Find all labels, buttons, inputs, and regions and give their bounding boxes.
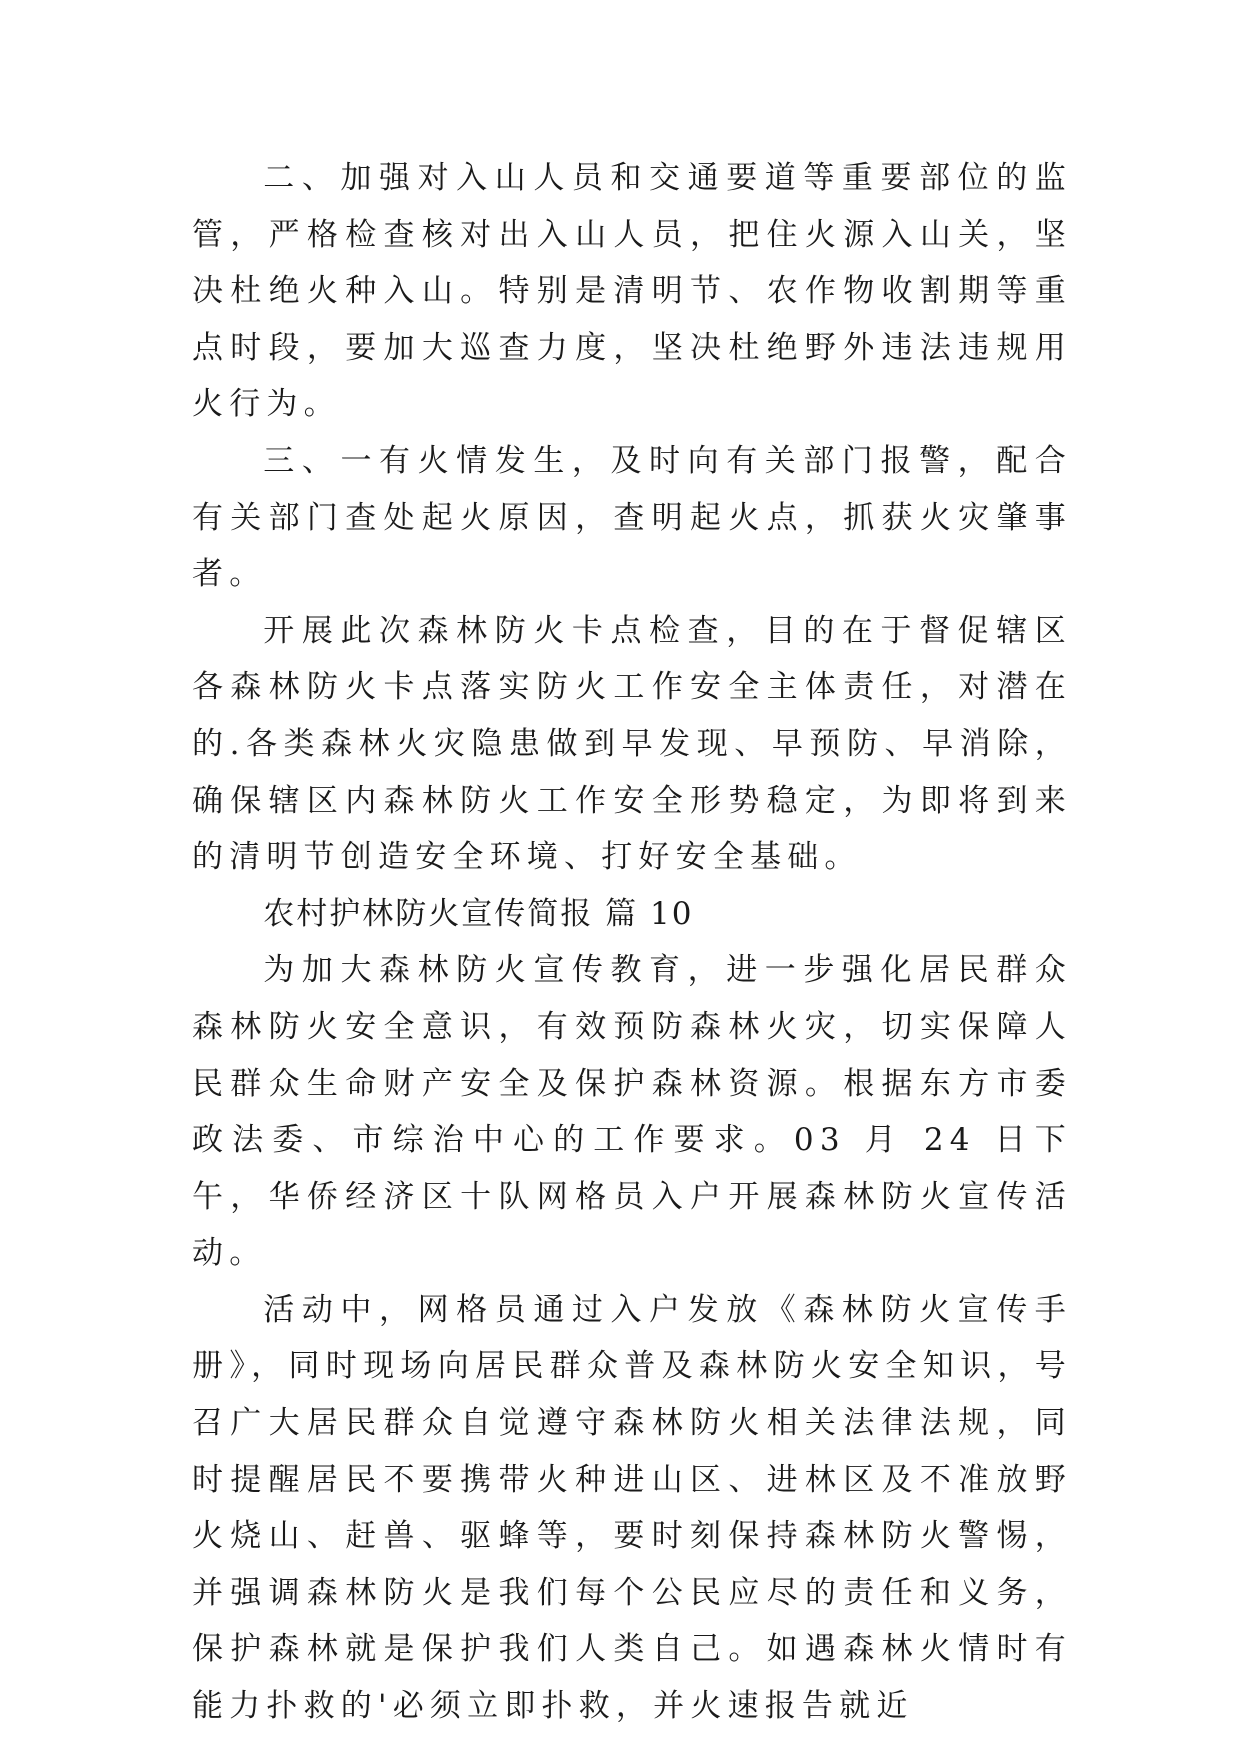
paragraph-1: 二、加强对入山人员和交通要道等重要部位的监管，严格检查核对出入山人员，把住火源入山关，坚决杜绝火种入山。特别是清明节、农作物收割期等重点时段，要加大巡查力度，坚决杜绝野外违法违规用火行为。 (192, 160, 1072, 423)
paragraph-2: 三、一有火情发生，及时向有关部门报警，配合有关部门查处起火原因，查明起火点，抓获火灾肇事者。 (192, 442, 1072, 593)
document-body (192, 150, 1072, 1735)
paragraph-5: 活动中，网格员通过入户发放《森林防火宣传手册》，同时现场向居民群众普及森林防火安全知识，号召广大居民群众自觉遵守森林防火相关法律法规，同时提醒居民不要携带火种进山区、进林区及不准放野火烧山、赶兽、驱蜂等，要时刻保持森林防火警惕，并强调森林防火是我们每个公民应尽的责任和义务，保护森林就是保护我们人类自己。如遇森林火情时有能力扑救的'必须立即扑救，并火速报告就近 (192, 1291, 1072, 1725)
paragraph-3: 开展此次森林防火卡点检查，目的在于督促辖区各森林防火卡点落实防火工作安全主体责任，对潜在的.各类森林火灾隐患做到早发现、早预防、早消除，确保辖区内森林防火工作安全形势稳定，为即将到来的清明节创造安全环境、打好安全基础。 (192, 612, 1072, 876)
section-heading: 农村护林防火宣传简报 篇 10 (263, 895, 694, 932)
paragraph-4: 为加大森林防火宣传教育，进一步强化居民群众森林防火安全意识，有效预防森林火灾，切实保障人民群众生命财产安全及保护森林资源。根据东方市委政法委、市综治中心的工作要求。03 月 24 日下午，华侨经济区十队网格员入户开展森林防火宣传活动。 (192, 952, 1072, 1272)
